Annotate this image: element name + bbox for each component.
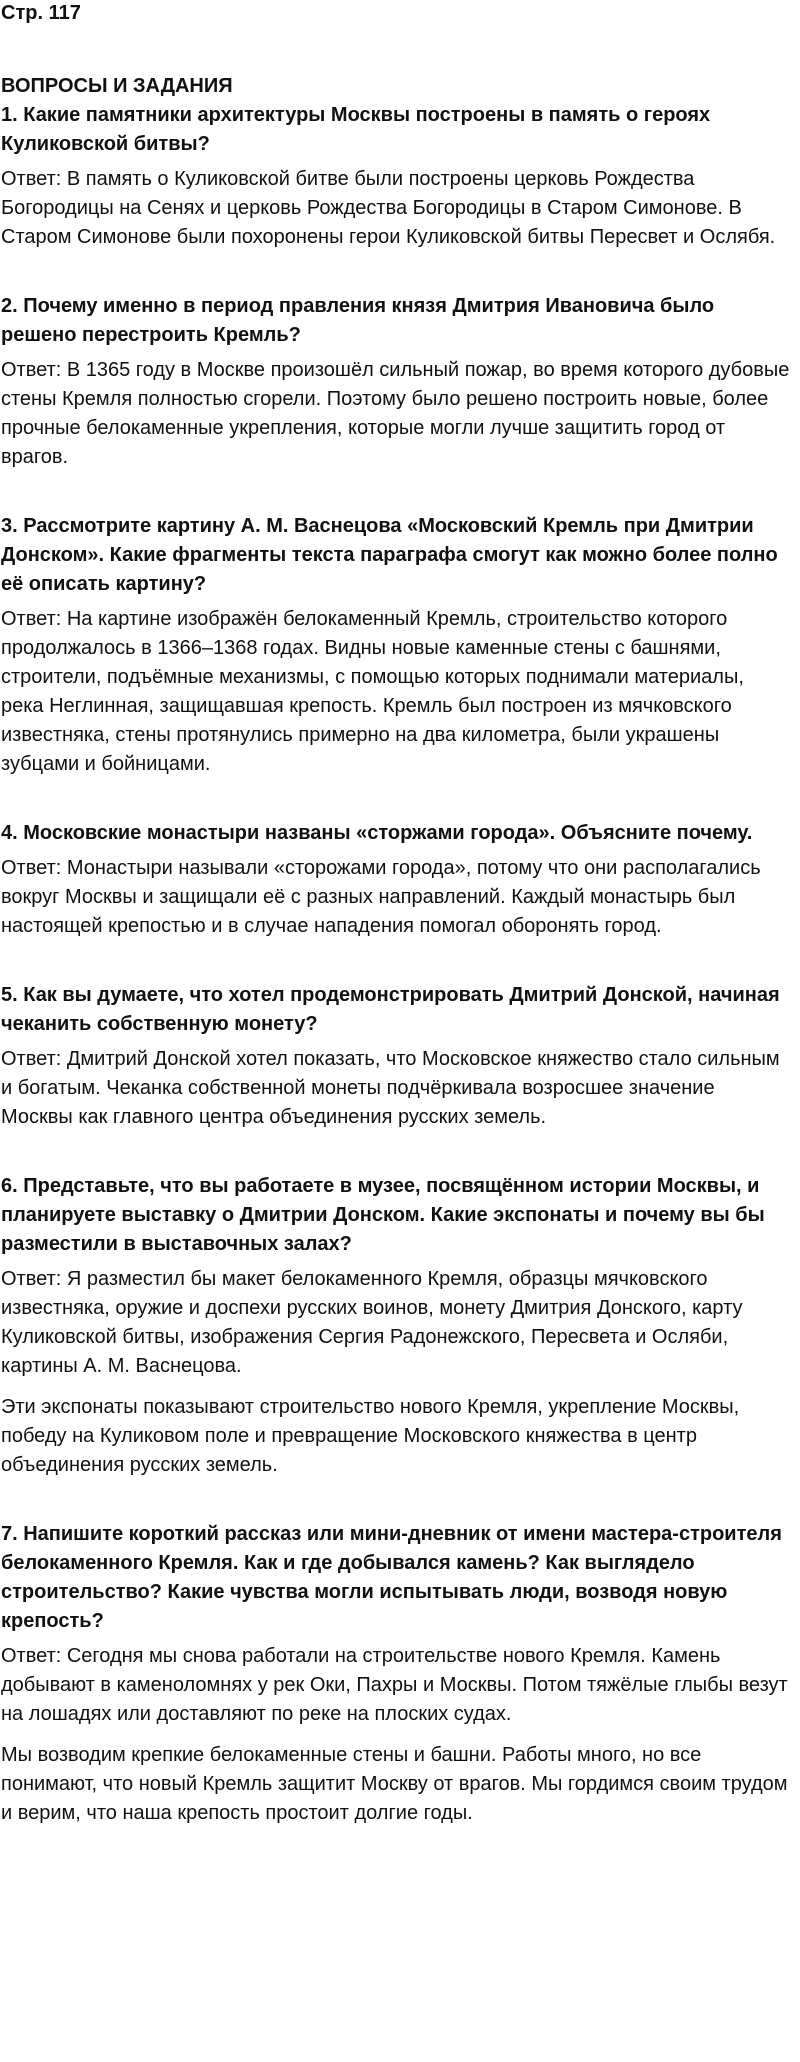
- question-block: [1, 101, 790, 252]
- answer-paragraph: Ответ: Монастыри называли «сторожами города», потому что они располагались вокруг Москвы и защищали её с разных направлений. Каждый монастырь был настоящей крепостью и в случае нападения помогал оборонять город.: [1, 857, 761, 937]
- question-title: 2. Почему именно в период правления князя Дмитрия Ивановича было решено перестроить Кремль?: [1, 295, 715, 346]
- answer-block: [1, 1642, 790, 1828]
- question-title: 4. Московские монастыри названы «сторжами города». Объясните почему.: [1, 822, 753, 844]
- answer-paragraph: Ответ: Дмитрий Донской хотел показать, что Московское княжество стало сильным и богатым. Чеканка собственной монеты подчёркивала возросшее значение Москвы как главного центра объединения русских земель.: [1, 1048, 780, 1128]
- question-block: [1, 981, 790, 1132]
- answer-paragraph: Эти экспонаты показывают строительство нового Кремля, укрепление Москвы, победу на Куликовом поле и превращение Московского княжества в центр объединения русских земель.: [1, 1396, 740, 1476]
- answer-block: [1, 1265, 790, 1480]
- answer-block: [1, 854, 790, 941]
- answer-block: [1, 165, 790, 252]
- question-title: 5. Как вы думаете, что хотел продемонстрировать Дмитрий Донской, начиная чеканить собственную монету?: [1, 984, 780, 1035]
- answer-paragraph: Ответ: На картине изображён белокаменный Кремль, строительство которого продолжалось в 1366–1368 годах. Видны новые каменные стены с башнями, строители, подъёмные механизмы, с помощью которых поднимали материалы, река Неглинная, защищавшая крепость. Кремль был построен из мячковского известняка, стены протянулись примерно на два километра, были украшены зубцами и бойницами.: [1, 608, 744, 775]
- page-number: Стр. 117: [1, 2, 81, 24]
- answer-paragraph: Мы возводим крепкие белокаменные стены и башни. Работы много, но все понимают, что новый Кремль защитит Москву от врагов. Мы гордимся своим трудом и верим, что наша крепость простоит долгие годы.: [1, 1744, 788, 1824]
- answer-block: [1, 605, 790, 779]
- question-title: 7. Напишите короткий рассказ или мини-дневник от имени мастера-строителя белокаменного Кремля. Как и где добывался камень? Как выглядело строительство? Какие чувства могли испытывать люди, возводя новую крепость?: [1, 1523, 782, 1632]
- question-block: [1, 819, 790, 941]
- answer-paragraph: Ответ: В память о Куликовской битве были построены церковь Рождества Богородицы на Сенях и церковь Рождества Богородицы в Старом Симонове. В Старом Симонове были похоронены герои Куликовской битвы Пересвет и Ослябя.: [1, 168, 776, 248]
- question-title: 6. Представьте, что вы работаете в музее, посвящённом истории Москвы, и планируете выставку о Дмитрии Донском. Какие экспонаты и почему вы бы разместили в выставочных залах?: [1, 1175, 765, 1255]
- question-title: 3. Рассмотрите картину А. М. Васнецова «Московский Кремль при Дмитрии Донском». Какие фрагменты текста параграфа смогут как можно более полно её описать картину?: [1, 515, 778, 595]
- question-block: [1, 512, 790, 779]
- answer-paragraph: Ответ: Сегодня мы снова работали на строительстве нового Кремля. Камень добывают в каменоломнях у рек Оки, Пахры и Москвы. Потом тяжёлые глыбы везут на лошадях или доставляют по реке на плоских судах.: [1, 1645, 788, 1725]
- question-title: 1. Какие памятники архитектуры Москвы построены в память о героях Куликовской битвы?: [1, 104, 711, 155]
- question-block: [1, 1172, 790, 1480]
- question-block: [1, 292, 790, 472]
- answer-block: [1, 1045, 790, 1132]
- answer-block: [1, 356, 790, 472]
- answer-paragraph: Ответ: Я разместил бы макет белокаменного Кремля, образцы мячковского известняка, оружие и доспехи русских воинов, монету Дмитрия Донского, карту Куликовской битвы, изображения Сергия Радонежского, Пересвета и Осляби, картины А. М. Васнецова.: [1, 1268, 743, 1377]
- questions-list: [1, 101, 790, 1828]
- question-block: [1, 1520, 790, 1828]
- section-title: ВОПРОСЫ И ЗАДАНИЯ: [1, 75, 233, 97]
- answer-paragraph: Ответ: В 1365 году в Москве произошёл сильный пожар, во время которого дубовые стены Кремля полностью сгорели. Поэтому было решено построить новые, более прочные белокаменные укрепления, которые могли лучше защитить город от врагов.: [1, 359, 790, 468]
